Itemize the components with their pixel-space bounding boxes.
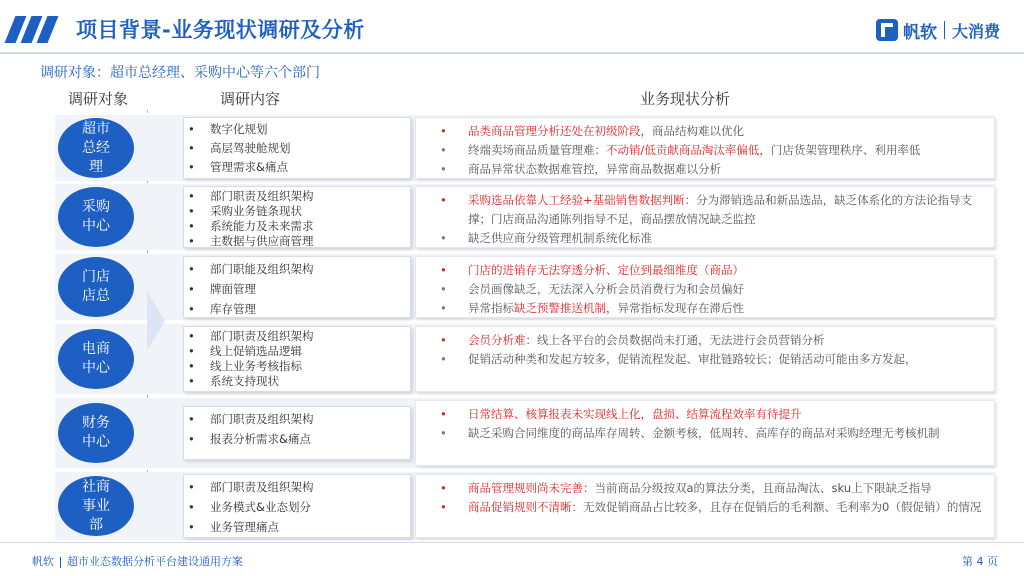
analysis-box	[415, 256, 995, 318]
object-oval	[58, 403, 134, 463]
analysis-item	[468, 498, 986, 517]
analysis-text-pre: 终端卖场商品质量管理难：	[468, 143, 606, 157]
object-label-line: 部	[89, 516, 103, 533]
table-row	[55, 472, 995, 540]
content-item: • 库存管理	[210, 299, 410, 319]
header-divider	[0, 52, 1024, 54]
subtitle: 调研对象：超市总经理、采购中心等六个部门	[40, 65, 320, 81]
logo-separator	[944, 21, 945, 39]
content-box	[183, 186, 411, 248]
fanruan-logo-icon	[876, 19, 898, 41]
table-row	[55, 324, 995, 394]
analysis-text-post: 异常指标发现存在滞后性	[617, 301, 744, 315]
content-item: • 牌面管理	[210, 279, 410, 299]
column-header-content: 调研内容	[220, 90, 281, 108]
content-item: • 线上业务考核指标	[210, 359, 410, 374]
analysis-text-red: 会员分析难：	[468, 333, 537, 347]
object-label-line: 财务	[82, 415, 110, 431]
analysis-text-red: 商品促销规则不清晰：	[468, 500, 583, 514]
analysis-box	[415, 400, 995, 466]
content-item: • 部门职责及组织架构	[210, 477, 410, 497]
content-item: • 报表分析需求&痛点	[210, 429, 410, 449]
analysis-text-post: 当前商品分级按双a的算法分类，且商品淘汰、sku上下限缺乏指导	[594, 481, 932, 495]
analysis-text-pre: 商品异常状态数据难管控，异常商品数据难以分析	[468, 162, 721, 176]
analysis-box	[415, 117, 995, 179]
analysis-text-pre: 促销活动种类和发起方较多，促销流程发起、审批链路较长；促销活动可能由多方发起，	[468, 352, 917, 366]
analysis-item	[468, 261, 986, 280]
content-box	[183, 474, 411, 538]
analysis-item	[468, 479, 986, 498]
object-label-line: 中心	[82, 434, 110, 450]
content-item: • 线上促销选品逻辑	[210, 344, 410, 359]
page-number: 第 4 页	[962, 555, 998, 568]
object-oval	[58, 187, 134, 247]
content-item: • 主数据与供应商管理	[210, 234, 410, 249]
content-item: • 系统支持现状	[210, 374, 410, 389]
analysis-text-post: 门店货架管理秩序、利用率低	[770, 143, 921, 157]
analysis-item	[468, 424, 986, 443]
page-title: 项目背景-业务现状调研及分析	[76, 18, 365, 42]
arrow-icon	[147, 291, 165, 351]
analysis-text-post: 线上各平台的会员数据尚未打通，无法进行会员营销分析	[537, 333, 825, 347]
object-label-line: 理	[89, 158, 103, 175]
brand-logo	[876, 17, 1000, 43]
content-box	[183, 256, 411, 318]
analysis-item	[468, 122, 986, 141]
analysis-item	[468, 280, 986, 299]
analysis-text-red: 门店的进销存无法穿透分析、定位到最细维度（商品）	[468, 263, 744, 277]
table-row	[55, 254, 995, 320]
object-label-line: 采购	[82, 199, 110, 215]
object-label-line: 总经	[82, 139, 110, 156]
header	[0, 0, 1024, 58]
table-row	[55, 115, 995, 181]
object-oval	[58, 329, 134, 389]
logo-brand: 帆软	[903, 22, 937, 43]
analysis-box	[415, 326, 995, 392]
analysis-box	[415, 474, 995, 538]
analysis-box	[415, 186, 995, 248]
footer-brand: 帆软	[32, 555, 54, 568]
analysis-text-pre: 缺乏采购合同维度的商品库存周转、金额考核，低周转、高库存的商品对采购经理无考核机制	[468, 426, 940, 440]
content-item: • 业务模式&业态划分	[210, 497, 410, 517]
column-header-analysis: 业务现状分析	[640, 90, 731, 108]
analysis-text-post: 无效促销商品占比较多，且存在促销后的毛利额、毛利率为0（假促销）的情况	[583, 500, 982, 514]
analysis-text-post: 分为滞销选品和新品选品，缺乏体系化的方法论指导支撑；门店商品沟通陈列指导不足，商品摆放情况缺乏监控	[468, 193, 973, 226]
content-box	[183, 117, 411, 179]
logo-sub: 大消费	[952, 21, 1001, 41]
analysis-item	[468, 229, 986, 248]
column-header-object: 调研对象	[68, 90, 129, 108]
table-row	[55, 184, 995, 250]
footer-left	[32, 553, 243, 569]
analysis-text-red: 不动销/低贡献商品淘汰率偏低，	[606, 143, 771, 157]
object-label-line: 事业	[82, 497, 110, 514]
analysis-text-pre: 异常指标	[468, 301, 514, 315]
analysis-item	[468, 191, 986, 229]
analysis-text-pre: 会员画像缺乏，无法深入分析会员消费行为和会员偏好	[468, 282, 744, 296]
content-item: • 部门职责及组织架构	[210, 189, 410, 204]
content-item: • 部门职能及组织架构	[210, 259, 410, 279]
analysis-item	[468, 331, 986, 350]
analysis-item	[468, 350, 986, 369]
object-oval	[58, 257, 134, 317]
object-label-line: 中心	[82, 360, 110, 376]
content-item: • 数字化规划	[210, 120, 410, 139]
content-box	[183, 406, 411, 460]
content-box	[183, 326, 411, 392]
footer-separator	[60, 557, 61, 568]
content-item: • 部门职责及组织架构	[210, 329, 410, 344]
analysis-item	[468, 299, 986, 318]
object-label-line: 社商	[82, 478, 110, 495]
analysis-text-red: 商品管理规则尚未完善：	[468, 481, 595, 495]
analysis-item	[468, 405, 986, 424]
analysis-text-pre: 缺乏供应商分级管理机制系统化标准	[468, 231, 652, 245]
analysis-text-red: 日常结算、核算报表未实现线上化，盘损、结算流程效率有待提升	[468, 407, 802, 421]
content-item: • 采购业务链条现状	[210, 204, 410, 219]
object-oval	[58, 118, 134, 178]
analysis-item	[468, 160, 986, 179]
object-label-line: 中心	[82, 218, 110, 234]
object-label-line: 超市	[82, 120, 110, 137]
content-item: • 高层驾驶舱规划	[210, 139, 410, 158]
content-item: • 部门职责及组织架构	[210, 409, 410, 429]
analysis-text-post: 商品结构难以优化	[652, 124, 744, 138]
analysis-text-red: 品类商品管理分析还处在初级阶段，	[468, 124, 652, 138]
content-item: • 系统能力及未来需求	[210, 219, 410, 234]
table-row	[55, 398, 995, 468]
analysis-item	[468, 141, 986, 160]
content-item: • 管理需求&痛点	[210, 158, 410, 177]
object-label-line: 门店	[82, 269, 110, 285]
object-oval	[58, 476, 134, 536]
object-label-line: 店总	[82, 288, 110, 304]
analysis-text-red: 采购选品依靠人工经验+基础销售数据判断：	[468, 193, 697, 207]
footer-divider	[0, 542, 1024, 543]
object-label-line: 电商	[82, 341, 110, 357]
footer-doc-title: 超市业态数据分析平台建设通用方案	[67, 555, 243, 568]
content-item: • 业务管理痛点	[210, 517, 410, 537]
analysis-text-red: 缺乏预警推送机制，	[514, 301, 618, 315]
